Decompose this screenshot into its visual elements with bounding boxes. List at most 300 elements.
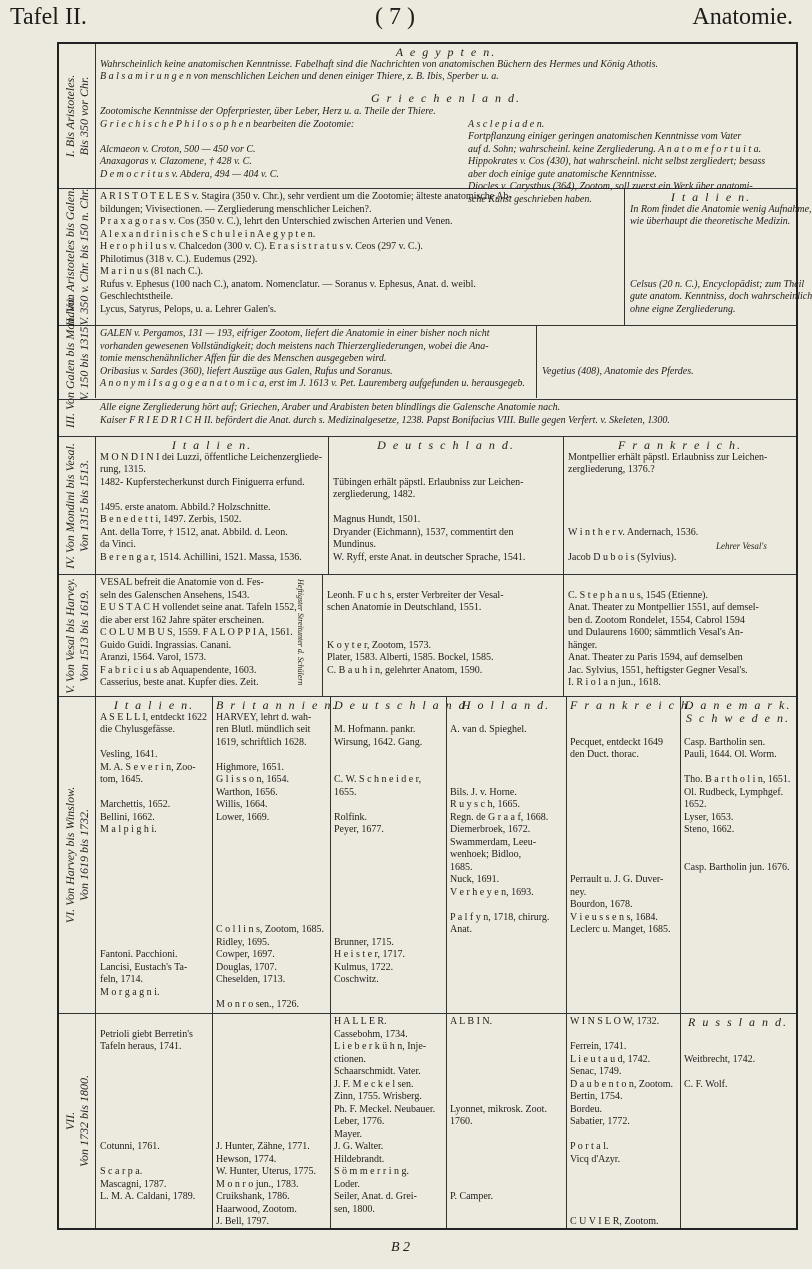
period-content — [96, 575, 796, 696]
germany-column — [330, 1014, 446, 1228]
text-line: Lancisi, Eustach's Ta- — [100, 961, 188, 973]
text-line: C. B a u h i n, gelehrter Anatom, 1590. — [327, 664, 483, 676]
text-line: A. van d. Spieghel. — [450, 724, 527, 735]
text-line: D e u t s c h l a n d. — [334, 698, 472, 712]
column-divider — [680, 1014, 681, 1228]
text-line — [100, 787, 208, 800]
text-line: M o n r o jun., 1783. — [216, 1178, 299, 1190]
text-line: Peyer, 1677. — [334, 824, 384, 835]
text-line: Tafeln heraus, 1741. — [100, 1041, 182, 1052]
text-line — [334, 849, 442, 862]
text-line: Cruikshank, 1786. — [216, 1191, 290, 1202]
text-line — [570, 812, 676, 825]
column-divider — [330, 697, 331, 1013]
brace-line: unter d. Schülern — [296, 630, 305, 686]
text-line: J. Bell, 1797. — [216, 1216, 270, 1227]
britain-column — [212, 1014, 330, 1228]
text-line — [450, 712, 562, 725]
galen-cell — [96, 326, 536, 399]
text-line: L i e u t a u d, 1742. — [570, 1053, 651, 1065]
text-line: Anaxagoras v. Clazomene, † 428 v. C. — [100, 156, 252, 167]
text-line: M a r i n u s (81 nach C.). — [100, 266, 204, 277]
text-line: Fantoni. Pacchioni. — [100, 949, 178, 960]
scandinavia-column — [680, 697, 796, 1014]
brace-line: Heftigster Streit — [296, 579, 305, 631]
text-line: M o r g a g n i. — [100, 986, 160, 998]
period-years: Von 1619 bis 1732. — [77, 809, 91, 902]
text-line: P a l f y n, 1718, chirurg. — [450, 911, 550, 923]
text-line — [216, 1116, 326, 1129]
text-line: Mayer. — [334, 1128, 363, 1140]
text-line — [216, 837, 326, 850]
text-line — [450, 1029, 562, 1042]
text-line: Mascagni, 1787. — [100, 1178, 167, 1190]
text-line: aber doch einige gute anatomische Kenntnisse. — [468, 168, 657, 180]
text-line: P o r t a l. — [570, 1141, 609, 1152]
period-label — [59, 697, 96, 1013]
text-line — [570, 787, 676, 800]
text-line — [327, 577, 559, 590]
text-line — [216, 862, 326, 875]
italy-column — [96, 1014, 212, 1228]
text-line: F a b r i c i u s ab Aquapendente, 1603. — [100, 664, 257, 676]
period-name: IV. Von Mondini bis Vesal. — [63, 442, 77, 569]
text-line: Ol. Rudbeck, Lymphgef. — [684, 786, 784, 798]
period-content — [96, 189, 812, 325]
text-line — [100, 131, 462, 144]
text-line: M o n r o sen., 1726. — [216, 999, 300, 1010]
text-line: H o l l a n d. — [461, 698, 551, 712]
text-line: Ant. della Torre, † 1512, anat. Abbild. d. Leon. — [100, 526, 288, 538]
text-line — [216, 912, 326, 925]
text-line — [542, 328, 792, 341]
column-divider — [446, 697, 447, 1013]
text-line — [100, 1129, 208, 1142]
period-row-7 — [59, 1014, 796, 1228]
text-line: Cheselden, 1713. — [216, 974, 286, 985]
france-column — [564, 437, 796, 575]
text-line — [450, 1054, 562, 1067]
column-divider — [566, 1014, 567, 1228]
text-line: feln, 1714. — [100, 974, 144, 985]
column-divider — [212, 1014, 213, 1228]
text-line: F r a n k r e i c h. — [618, 438, 742, 452]
text-line: A l e x a n d r i n i s c h e S c h u l e i n A e g y p t e n. — [100, 228, 316, 240]
text-line: zergliederung, 1376.? — [568, 464, 655, 475]
text-line — [684, 1066, 792, 1079]
text-line: ren Blutl. mündlich seit — [216, 724, 311, 735]
text-line — [570, 1166, 676, 1179]
text-line — [216, 1129, 326, 1142]
text-line — [100, 862, 208, 875]
text-line: Vesling, 1641. — [100, 749, 158, 760]
text-line: Schaarschmidt. Vater. — [334, 1066, 421, 1077]
text-line: M O N D I N I dei Luzzi, öffentliche Leichenzergliede- — [100, 451, 323, 463]
text-line: bildungen; Vivisectionen. — Zergliederung menschlicher Leichen?. — [100, 203, 372, 215]
text-line: Bertin, 1754. — [570, 1091, 623, 1102]
text-line: Rufus v. Ephesus (100 nach C.), anatom. Nomenclatur. — Soranus v. Ephesus, Anat. d. weibl. — [100, 278, 476, 290]
scandinavia-column — [680, 1014, 796, 1228]
text-line — [450, 1129, 562, 1142]
period-name: V. Von Vesal bis Harvey. — [63, 577, 77, 694]
text-line: Vegetius (408), Anatomie des Pferdes. — [542, 365, 694, 377]
text-line — [450, 1066, 562, 1079]
text-line — [684, 1041, 792, 1054]
text-line: A L B I N. — [450, 1016, 493, 1027]
text-line — [570, 1129, 676, 1142]
text-line — [100, 887, 208, 900]
period-label — [59, 1014, 96, 1228]
text-line: Willis, 1664. — [216, 799, 268, 810]
text-line: Magnus Hundt, 1501. — [333, 514, 421, 525]
text-line: Marchettis, 1652. — [100, 799, 171, 810]
text-line: Ridley, 1695. — [216, 936, 270, 948]
text-line: Philotimus (318 v. C.). Eudemus (292). — [100, 253, 258, 265]
text-line: Zootomische Kenntnisse der Opferpriester, über Leber, Herz u. a. Theile der Thiere. — [100, 106, 436, 117]
text-line: D e m o c r i t u s v. Abdera, 494 — 404 v. C. — [100, 168, 279, 180]
plate-label: Tafel II. — [10, 4, 87, 30]
text-line: C o l l i n s, Zootom, 1685. — [216, 924, 325, 935]
text-line: W i n t h e r v. Andernach, 1536. — [568, 526, 699, 538]
text-line — [334, 899, 442, 912]
text-line — [568, 477, 792, 490]
text-line: Wirsung, 1642. Gang. — [334, 736, 423, 748]
text-line: Bellini, 1662. — [100, 811, 155, 823]
period-label-text — [63, 1075, 91, 1167]
text-line: A S E L L I, entdeckt 1622 — [100, 711, 208, 723]
text-line: Zinn, 1755. Wrisberg. — [334, 1091, 422, 1102]
text-line: Lycus, Satyrus, Pelops, u. a. Lehrer Galen's. — [100, 303, 277, 315]
text-line — [100, 1104, 208, 1117]
text-line: F r a n k r e i c h. — [570, 698, 694, 712]
text-line — [570, 762, 676, 775]
text-line — [450, 1179, 562, 1192]
region-heading: A e g y p t e n. — [395, 45, 497, 59]
period-content — [96, 326, 796, 436]
holland-column — [446, 697, 566, 1014]
text-line — [630, 241, 792, 254]
text-line — [570, 799, 676, 812]
period-label — [59, 44, 96, 188]
text-line — [450, 1166, 562, 1179]
text-line: Regn. de G r a a f, 1668. — [450, 811, 549, 823]
text-line — [100, 1016, 208, 1029]
text-line: Wahrscheinlich keine anatomischen Kenntnisse. Fabelhaft sind die Nachrichten von anatomischen Büchern des Hermes und König Athotis. — [100, 58, 658, 70]
text-line: 1655. — [334, 786, 357, 798]
text-line — [570, 1191, 676, 1204]
text-line: Pauli, 1644. Ol. Worm. — [684, 749, 777, 760]
text-line: H A L L E R. — [334, 1016, 387, 1027]
text-line: I. R i o l a n jun., 1618. — [568, 677, 661, 688]
text-line — [216, 1054, 326, 1067]
text-line — [216, 899, 326, 912]
period-years: Von 1315 bis 1513. — [77, 459, 91, 552]
text-line: Anat. Theater zu Montpellier 1551, auf demsel- — [568, 602, 759, 613]
text-line — [542, 341, 792, 354]
text-line: Warthon, 1656. — [216, 786, 278, 798]
text-line — [100, 937, 208, 950]
text-line: Bourdon, 1678. — [570, 899, 633, 910]
text-line: D a u b e n t o n, Zootom. — [570, 1078, 674, 1090]
text-line — [216, 1029, 326, 1042]
text-line — [542, 353, 792, 366]
text-line: schen Anatomie in Deutschland, 1551. — [327, 602, 482, 613]
text-line: Diocles v. Carysthus (364), Zootom, soll zuerst ein Werk über anatomi- — [468, 181, 753, 192]
text-line — [100, 1054, 208, 1067]
period-row-2 — [59, 187, 812, 327]
text-line — [630, 266, 792, 279]
section-title: Anatomie. — [692, 4, 793, 30]
italy-column — [96, 437, 328, 575]
aristotle-cell — [96, 189, 624, 326]
text-line: M. Hofmann. pankr. — [334, 724, 416, 735]
period-years: Bis 350 vor Chr. — [77, 76, 91, 156]
period-label-text — [63, 443, 91, 569]
timeline-table — [57, 42, 812, 1230]
text-line: B a l s a m i r u n g e n von menschlichen Leichen und denen einiger Thiere, z. B. Ibis, Sperber u. a. — [100, 71, 499, 82]
text-line — [570, 1179, 676, 1192]
text-line: C U V I E R, Zootom. — [570, 1216, 659, 1227]
text-line: Weitbrecht, 1742. — [684, 1053, 756, 1065]
text-line: Coschwitz. — [334, 974, 379, 985]
text-line: Ferrein, 1741. — [570, 1041, 627, 1052]
text-line: Oribasius v. Sardes (360), liefert Auszüge aus Galen, Rufus und Soranus. — [100, 365, 393, 377]
text-line: B e r e n g a r, 1514. Achillini, 1521. Massa, 1536. — [100, 551, 302, 563]
text-line: I t a l i e n. — [670, 190, 752, 204]
text-line — [570, 774, 676, 787]
text-line — [468, 106, 792, 119]
text-line: ney. — [570, 886, 587, 898]
text-line: Casp. Bartholin sen. — [684, 736, 766, 748]
text-line — [570, 862, 676, 875]
egypt-section — [96, 44, 796, 92]
text-line: I t a l i e n. — [171, 438, 253, 452]
text-line — [568, 577, 792, 590]
text-line: Alcmaeon v. Croton, 500 — 450 vor C. — [100, 143, 256, 155]
text-line — [216, 1066, 326, 1079]
period-years: V. 150 bis 1315. — [77, 323, 91, 401]
text-line — [333, 502, 559, 515]
text-line — [450, 1091, 562, 1104]
text-line: C O L U M B U S, 1559. F A L O P P I A, 1561. — [100, 627, 293, 638]
text-line: seln des Galenschen Ansehens, 1543. — [100, 589, 250, 601]
text-line: Loder. — [334, 1178, 360, 1190]
text-line — [684, 1029, 792, 1042]
text-line — [216, 1091, 326, 1104]
text-line: H e r o p h i l u s v. Chalcedon (300 v. C). E r a s i s t r a t u s v. Ceos (297 v. C.). — [100, 241, 423, 252]
text-line: Guido Guidi. Ingrassias. Canani. — [100, 639, 232, 651]
text-line: G l i s s o n, 1654. — [216, 774, 290, 785]
text-line: K o y t e r, Zootom, 1573. — [327, 639, 432, 651]
period-label-text — [63, 75, 91, 157]
text-line: 1685. — [450, 861, 473, 873]
text-line: Nuck, 1691. — [450, 874, 500, 885]
text-line — [216, 874, 326, 887]
text-line: L i e b e r k ü h n, Inje- — [334, 1041, 427, 1052]
text-line: Cowper, 1697. — [216, 949, 275, 960]
text-line: Leonh. F u c h s, erster Verbreiter der Vesal- — [327, 589, 504, 601]
text-line: Bordeu. — [570, 1103, 602, 1115]
text-line: I t a l i e n. — [113, 698, 195, 712]
text-line — [684, 837, 792, 850]
text-line: R u y s c h, 1665. — [450, 799, 520, 810]
text-line: Vicq d'Azyr. — [570, 1153, 621, 1165]
text-line — [684, 724, 792, 737]
column-divider — [330, 1014, 331, 1228]
text-line — [450, 749, 562, 762]
column-divider — [566, 697, 567, 1013]
text-line: Haarwood, Zootom. — [216, 1203, 297, 1215]
period-name: VII. — [63, 1111, 77, 1131]
france-column — [566, 1014, 680, 1228]
period-row-6 — [59, 697, 796, 1014]
period-content — [96, 1014, 796, 1228]
text-line — [450, 899, 562, 912]
period-name: I. Bis Aristoteles. — [63, 74, 77, 158]
text-line: 1495. erste anatom. Abbild.? Holzschnitte. — [100, 501, 271, 513]
text-line: Tho. B a r t h o l i n, 1651. — [684, 774, 791, 785]
text-line: zergliederung, 1482. — [333, 489, 416, 500]
text-line: Cassebohm, 1734. — [334, 1028, 408, 1040]
text-line: Swammerdam, Leeu- — [450, 836, 537, 848]
text-line: G r i e c h i s c h e P h i l o s o p h e n bearbeiten die Zootomie: — [100, 118, 355, 130]
text-line: Petrioli giebt Berretin's — [100, 1028, 193, 1040]
text-line — [334, 762, 442, 775]
text-line: ohne eigne Zergliederung. — [630, 303, 736, 315]
text-line: Cotunni, 1761. — [100, 1141, 160, 1152]
germany-column — [329, 437, 563, 575]
column-divider — [536, 326, 537, 398]
text-line: Montpellier erhält päpstl. Erlaubniss zur Leichen- — [568, 451, 768, 463]
text-line: B r i t a n n i e n. — [216, 698, 338, 712]
text-line: Ph. F. Meckel. Neubauer. — [334, 1103, 436, 1115]
text-line: H e i s t e r, 1717. — [334, 949, 405, 960]
text-line — [100, 849, 208, 862]
text-line: Rolfink. — [334, 811, 368, 823]
text-line: P. Camper. — [450, 1191, 494, 1202]
text-line: M a l p i g h i. — [100, 824, 157, 835]
text-line — [570, 824, 676, 837]
period-name: II. Von Aristoteles bis Galen. — [63, 187, 77, 327]
text-line — [100, 924, 208, 937]
text-line: Leber, 1776. — [334, 1116, 385, 1127]
text-line: Kulmus, 1722. — [334, 961, 394, 973]
column-divider — [446, 1014, 447, 1228]
text-line — [450, 1079, 562, 1092]
text-line: da Vinci. — [100, 539, 136, 550]
text-line: vorhanden gewesenen Vollständigkeit; doch meistens nach Thierzergliederungen, wobei die Ana- — [100, 340, 489, 352]
france-column — [566, 697, 694, 1014]
text-line: B e n e d e t t i, 1497. Zerbis, 1502. — [100, 514, 242, 525]
period-label — [59, 296, 96, 428]
text-line: tom, 1645. — [100, 774, 144, 785]
text-line: Pecquet, entdeckt 1649 — [570, 736, 664, 748]
text-line — [327, 627, 559, 640]
text-line — [568, 502, 792, 515]
page-number: ( 7 ) — [375, 4, 415, 30]
text-line: Senac, 1749. — [570, 1066, 622, 1077]
text-line: die Chylusgefässe. — [100, 724, 175, 735]
text-line: gute anatom. Kenntniss, doch wahrscheinlich — [630, 291, 812, 302]
text-line — [216, 824, 326, 837]
text-line: Douglas, 1707. — [216, 961, 277, 973]
text-line — [334, 887, 442, 900]
france-column — [564, 575, 796, 697]
text-line: D e u t s c h l a n d. — [377, 438, 515, 452]
text-line — [630, 254, 792, 267]
text-line: Perrault u. J. G. Duver- — [570, 874, 664, 885]
period-years: Von 1513 bis 1619. — [77, 589, 91, 682]
text-line — [216, 1079, 326, 1092]
text-line: W. Ryff, erste Anat. in deutscher Sprache, 1541. — [333, 551, 526, 563]
text-line — [216, 987, 326, 1000]
text-line: P r a x a g o r a s v. Cos (350 v. C.), lehrt den Unterschied zwischen Arterien und Venen. — [100, 216, 453, 227]
text-line: 1619, schriftlich 1628. — [216, 736, 307, 748]
text-line: A s c l e p i a d e n. — [468, 118, 545, 130]
text-line: C. W. S c h n e i d e r, — [334, 774, 422, 785]
text-line — [216, 887, 326, 900]
text-line: den Duct. thorac. — [570, 749, 639, 760]
text-line: S c h w e d e n. — [686, 710, 790, 725]
text-line — [100, 737, 208, 750]
text-line: Anat. — [450, 924, 472, 935]
text-line — [100, 874, 208, 887]
text-line — [684, 849, 792, 862]
text-line: C. S t e p h a n u s, 1545 (Etienne). — [568, 589, 708, 601]
period-years: V. 350 v. Chr. bis 150 n. Chr. — [77, 188, 91, 326]
text-line: und Dulaurens 1600; sämmtlich Vesal's An- — [568, 627, 744, 638]
period-label — [59, 437, 96, 574]
text-line — [570, 724, 676, 737]
text-line: Diemerbroek, 1672. — [450, 824, 531, 835]
text-line: Lyser, 1653. — [684, 811, 734, 823]
text-line — [216, 849, 326, 862]
text-line: W I N S L O W, 1732. — [570, 1016, 660, 1027]
text-line — [100, 1079, 208, 1092]
text-line: Mundinus. — [333, 539, 377, 550]
brace-note — [296, 579, 305, 685]
text-line: Hewson, 1774. — [216, 1153, 277, 1165]
galen-note — [96, 400, 796, 438]
text-line: Jac. Sylvius, 1551, heftigster Gegner Vesal's. — [568, 664, 748, 676]
period-label — [59, 575, 96, 696]
text-line: HARVEY, lehrt d. wah- — [216, 711, 312, 723]
text-line: ben d. Zootom Rondelet, 1554, Cabrol 1594 — [568, 614, 745, 626]
text-line: Lower, 1669. — [216, 811, 270, 823]
text-line: J. Hunter, Zähne, 1771. — [216, 1141, 310, 1152]
text-line — [450, 737, 562, 750]
column-divider — [680, 697, 681, 1013]
text-line — [334, 862, 442, 875]
text-line — [334, 837, 442, 850]
text-line: Celsus (20 n. C.), Encyclopädist; zum Theil — [630, 278, 805, 290]
text-line: M. A. S e v e r i n, Zoo- — [100, 761, 196, 773]
text-line — [334, 712, 442, 725]
text-line — [100, 489, 324, 502]
column-divider — [212, 697, 213, 1013]
text-line: V i e u s s e n s, 1684. — [570, 911, 658, 923]
text-line — [216, 1016, 326, 1029]
italy-column — [96, 575, 322, 697]
text-line: GALEN v. Pergamos, 131 — 193, eifriger Zootom, liefert die Anatomie in einer bisher noch nicht — [100, 328, 490, 339]
text-line: tomie menschenähnlicher Affen für die des Menschen ausgegeben wird. — [100, 353, 387, 364]
greece-left — [96, 104, 466, 189]
text-line: Casserius, beste anat. Kupfer dies. Zeit. — [100, 677, 259, 688]
text-line — [216, 749, 326, 762]
text-line: ctionen. — [334, 1053, 366, 1065]
text-line — [450, 1154, 562, 1167]
text-line — [334, 912, 442, 925]
